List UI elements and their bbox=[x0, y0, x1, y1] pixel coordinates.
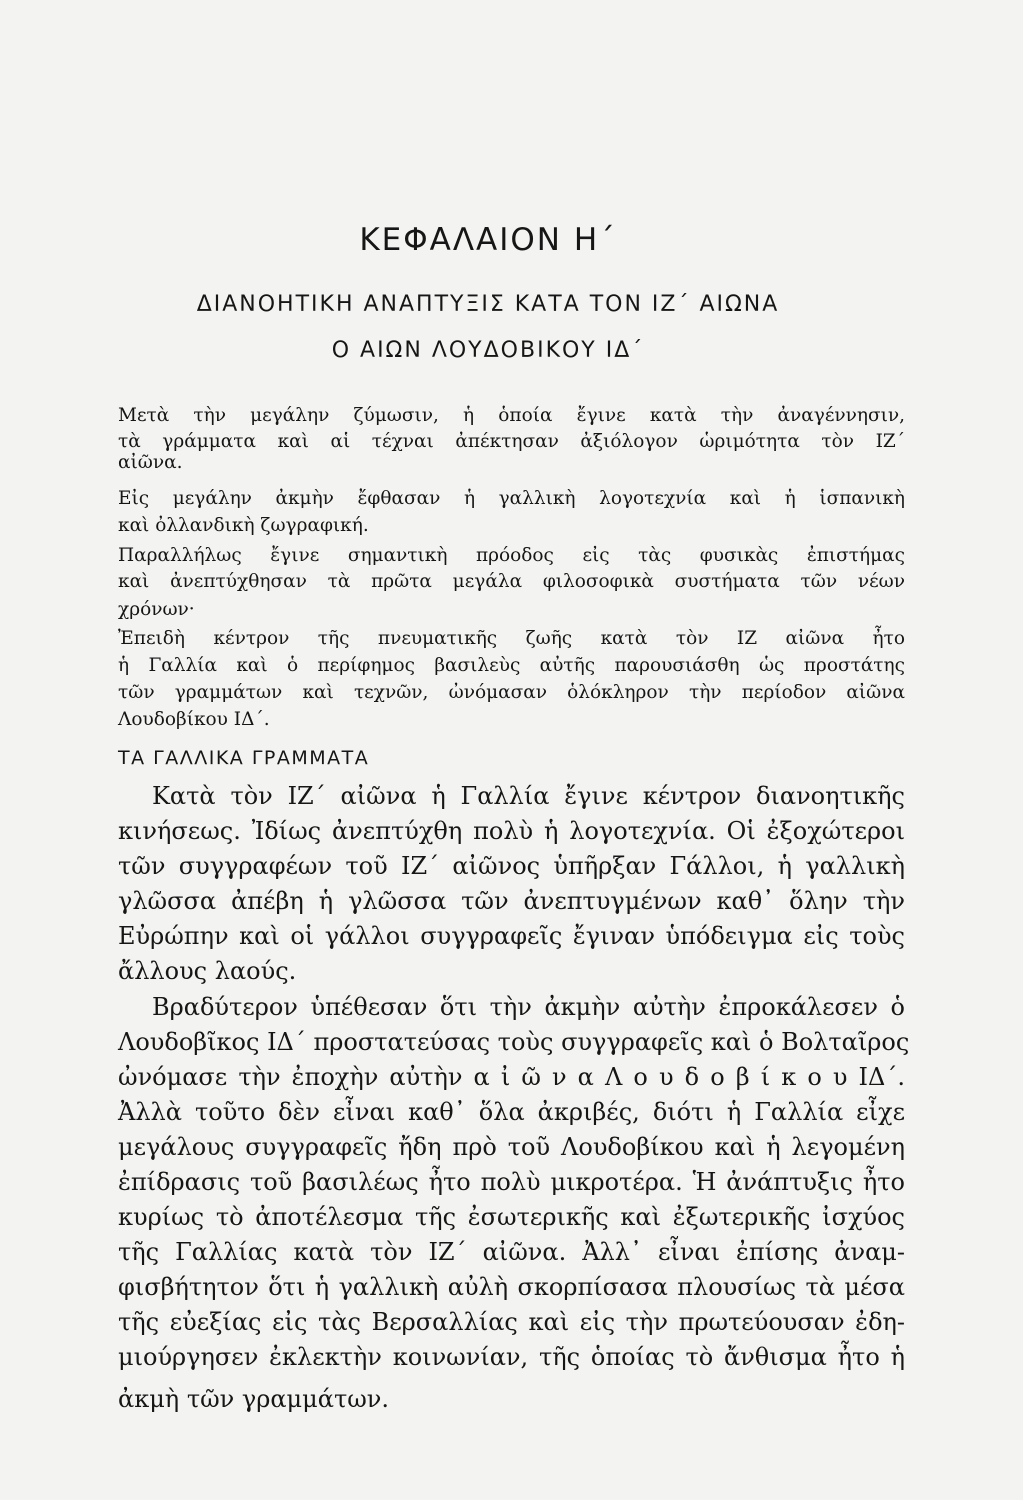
text-line: καὶ ἀνεπτύχθησαν τὰ πρῶτα μεγάλα φιλοσοφικὰ συστήματα τῶν νέων bbox=[118, 571, 905, 592]
text-line: Λουδοβῖκος ΙΔ΄ προστατεύσας τοὺς συγγραφεῖς καὶ ὁ Βολταῖρος bbox=[118, 1028, 910, 1056]
text-line: Βραδύτερον ὑπέθεσαν ὅτι τὴν ἀκμὴν αὐτὴν ἐπροκάλεσεν ὁ bbox=[152, 993, 905, 1021]
text-line: τῆς εὐεξίας εἰς τὰς Βερσαλλίας καὶ εἰς τὴν πρωτεύουσαν ἐδη- bbox=[118, 1308, 905, 1336]
text-line: ἐπίδρασις τοῦ βασιλέως ἦτο πολὺ μικροτέρα. Ἡ ἀνάπτυξις ἦτο bbox=[118, 1168, 905, 1196]
text-line: μιούργησεν ἐκλεκτὴν κοινωνίαν, τῆς ὁποίας τὸ ἄνθισμα ἦτο ἡ bbox=[118, 1343, 905, 1371]
text-line: καὶ ὀλλανδικὴ ζωγραφική. bbox=[118, 515, 369, 536]
text-line: χρόνων· bbox=[118, 599, 195, 620]
text-line: Ἀλλὰ τοῦτο δὲν εἶναι καθ᾽ ὅλα ἀκριβές, διότι ἡ Γαλλία εἶχε bbox=[118, 1098, 905, 1126]
text-line: ἄλλους λαούς. bbox=[118, 957, 297, 985]
text-line: μεγάλους συγγραφεῖς ἤδη πρὸ τοῦ Λουδοβίκου καὶ ἡ λεγομένη bbox=[118, 1133, 905, 1161]
text-line: Λουδοβίκου ΙΔ΄. bbox=[118, 709, 270, 730]
chapter-subtitle: ΔΙΑΝΟΗΤΙΚΗ ΑΝΑΠΤΥΞΙΣ ΚΑΤΑ ΤΟΝ ΙΖ΄ ΑΙΩΝΑ bbox=[196, 292, 780, 317]
text-line: Ἐπειδὴ κέντρον τῆς πνευματικῆς ζωῆς κατὰ τὸν ΙΖ αἰῶνα ἦτο bbox=[118, 628, 905, 649]
text-line: Κατὰ τὸν ΙΖ΄ αἰῶνα ἡ Γαλλία ἔγινε κέντρον διανοητικῆς bbox=[152, 782, 905, 810]
text-line: ὠνόμασε τὴν ἐποχὴν αὐτὴν α ἰ ῶ ν α Λ ο υ δ ο β ί κ ο υ ΙΔ΄. bbox=[118, 1063, 905, 1091]
text-line: γλῶσσα ἀπέβη ἡ γλῶσσα τῶν ἀνεπτυγμένων καθ᾽ ὅλην τὴν bbox=[118, 887, 905, 915]
text-line: Εἰς μεγάλην ἀκμὴν ἔφθασαν ἡ γαλλικὴ λογοτεχνία καὶ ἡ ἱσπανικὴ bbox=[118, 488, 905, 509]
text-line: τῆς Γαλλίας κατὰ τὸν ΙΖ΄ αἰῶνα. Ἀλλ᾽ εἶναι ἐπίσης ἀναμ- bbox=[118, 1238, 905, 1266]
text-line: ἀκμὴ τῶν γραμμάτων. bbox=[118, 1385, 390, 1413]
text-line: αἰῶνα. bbox=[118, 452, 183, 473]
text-line: Εὐρώπην καὶ οἱ γάλλοι συγγραφεῖς ἔγιναν ὑπόδειγμα εἰς τοὺς bbox=[118, 922, 905, 950]
chapter-title: ΚΕΦΑΛΑΙΟΝ Η΄ bbox=[359, 222, 617, 258]
section-heading: ΤΑ ΓΑΛΛΙΚΑ ΓΡΑΜΜΑΤΑ bbox=[118, 747, 370, 769]
text-line: κυρίως τὸ ἀποτέλεσμα τῆς ἐσωτερικῆς καὶ ἐξωτερικῆς ἰσχύος bbox=[118, 1203, 905, 1231]
text-line: κινήσεως. Ἰδίως ἀνεπτύχθη πολὺ ἡ λογοτεχνία. Οἱ ἐξοχώτεροι bbox=[118, 817, 905, 845]
text-line: τὰ γράμματα καὶ αἱ τέχναι ἀπέκτησαν ἀξιόλογον ὡριμότητα τὸν ΙΖ΄ bbox=[118, 431, 905, 452]
chapter-subtitle-secondary: Ο ΑΙΩΝ ΛΟΥΔΟΒΙΚΟΥ ΙΔ΄ bbox=[331, 338, 645, 363]
text-line: ἡ Γαλλία καὶ ὁ περίφημος βασιλεὺς αὐτῆς παρουσιάσθη ὡς προστάτης bbox=[118, 655, 905, 676]
text-line: Μετὰ τὴν μεγάλην ζύμωσιν, ἡ ὁποία ἔγινε κατὰ τὴν ἀναγέννησιν, bbox=[118, 405, 905, 426]
text-line: τῶν γραμμάτων καὶ τεχνῶν, ὠνόμασαν ὁλόκληρον τὴν περίοδον αἰῶνα bbox=[118, 682, 905, 703]
text-line: τῶν συγγραφέων τοῦ ΙΖ΄ αἰῶνος ὑπῆρξαν Γάλλοι, ἡ γαλλικὴ bbox=[118, 852, 905, 880]
text-line: φισβήτητον ὅτι ἡ γαλλικὴ αὐλὴ σκορπίσασα πλουσίως τὰ μέσα bbox=[118, 1273, 905, 1301]
text-line: Παραλλήλως ἔγινε σημαντικὴ πρόοδος εἰς τὰς φυσικὰς ἐπιστήμας bbox=[118, 545, 905, 566]
